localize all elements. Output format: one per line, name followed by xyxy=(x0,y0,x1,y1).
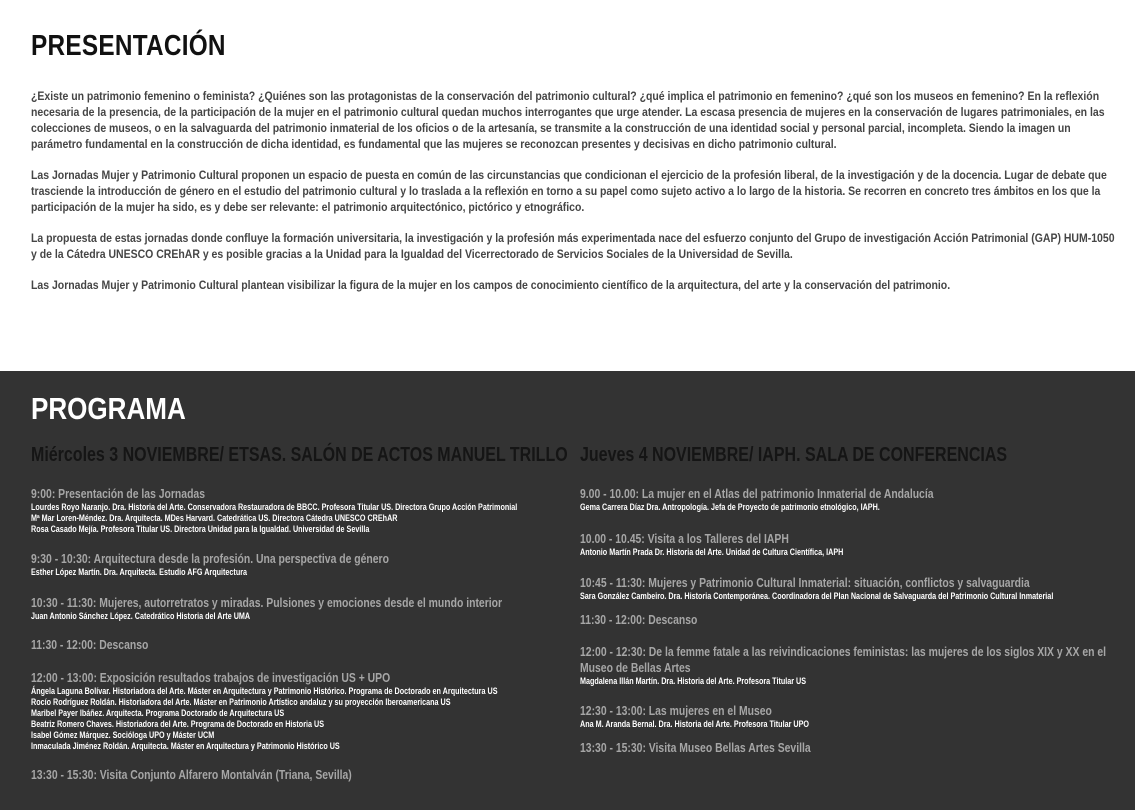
program-item-title: 9:00: Presentación de las Jornadas xyxy=(31,486,205,501)
program-item xyxy=(580,612,1132,628)
program-item-title: 12:00 - 13:00: Exposición resultados trabajos de investigación US + UPO xyxy=(31,670,391,685)
programa-section xyxy=(0,371,1135,810)
program-item-title: 13:30 - 15:30: Visita Conjunto Alfarero Montalván (Triana, Sevilla) xyxy=(31,767,352,782)
program-item-speaker: Rocío Rodríguez Roldán. Historiadora del Arte. Máster en Patrimonio Artístico andaluz y su proyección Iberoamericana US xyxy=(31,697,451,707)
program-item-speaker: Ana M. Aranda Bernal. Dra. Historia del Arte. Profesora Titular UPO xyxy=(580,719,809,729)
program-item-title: 12:30 - 13:00: Las mujeres en el Museo xyxy=(580,703,772,718)
program-item-speaker: Lourdes Royo Naranjo. Dra. Historia del Arte. Conservadora Restauradora de BBCC. Profesora Titular US. Directora Grupo Acción Patrimonial xyxy=(31,502,518,512)
program-item xyxy=(580,575,1132,602)
intro-paragraph: La propuesta de estas jornadas donde confluye la formación universitaria, la investigación y la profesión más experimentada nace del esfuerzo conjunto del Grupo de investigación Acción Patrimonial (GAP) HUM-1050 y de la Cátedra UNESCO CREhAR y es posible gracias a la Unidad para la Igualdad del Vicerrectorado de Servicios Sociales de la Universidad de Sevilla. xyxy=(31,231,1115,261)
program-item-title: 9:30 - 10:30: Arquitectura desde la profesión. Una perspectiva de género xyxy=(31,551,389,566)
program-item-speaker: Beatriz Romero Chaves. Historiadora del Arte. Programa de Doctorado en Historia US xyxy=(31,719,325,729)
program-item-speaker: Inmaculada Jiménez Roldán. Arquitecta. Máster en Arquitectura y Patrimonio Histórico US xyxy=(31,741,340,751)
intro-paragraph: Las Jornadas Mujer y Patrimonio Cultural plantean visibilizar la figura de la mujer en los campos de conocimiento científico de la arquitectura, del arte y la conservación del patrimonio. xyxy=(31,278,951,292)
program-item-speaker: Isabel Gómez Márquez. Socióloga UPO y Máster UCM xyxy=(31,730,215,740)
program-item xyxy=(580,644,1132,687)
program-item xyxy=(31,767,575,783)
day-heading: Jueves 4 NOVIEMBRE/ IAPH. SALA DE CONFERENCIAS xyxy=(580,444,1008,466)
program-item-speaker: Antonio Martín Prada Dr. Historia del Arte. Unidad de Cultura Científica, IAPH xyxy=(580,547,844,557)
program-item xyxy=(580,740,1132,756)
program-item-speaker: Sara González Cambeiro. Dra. Historia Contemporánea. Coordinadora del Plan Nacional de Salvaguarda del Patrimonio Cultural Inmaterial xyxy=(580,591,1054,601)
program-item xyxy=(31,595,575,622)
program-item-title: 12:00 - 12:30: De la femme fatale a las reivindicaciones feministas: las mujeres de los siglos XIX y XX en el Museo de Bellas Artes xyxy=(580,644,1107,675)
presentacion-title: PRESENTACIÓN xyxy=(31,30,226,62)
program-item-title: 11:30 - 12:00: Descanso xyxy=(580,612,698,627)
program-item-speaker: Juan Antonio Sánchez López. Catedrático Historia del Arte UMA xyxy=(31,611,251,621)
intro-paragraph: Las Jornadas Mujer y Patrimonio Cultural proponen un espacio de puesta en común de las circunstancias que condicionan el ejercicio de la profesión liberal, de la investigación y de la docencia. Lugar de debate que trasciende la introducción de género en el estudio del patrimonio cultural y lo traslada a la reflexión en torno a su papel como sujeto activo a lo largo de la historia. Se recorren en concreto tres ámbitos en los que la participación de la mujer ha sido, es y debe ser relevante: el patrimonio arquitectónico, pictórico y etnográfico. xyxy=(31,168,1107,214)
program-item xyxy=(31,670,575,752)
program-item xyxy=(31,637,575,653)
program-item-speaker: Maribel Payer Ibáñez. Arquitecta. Programa Doctorado de Arquitectura US xyxy=(31,708,285,718)
program-item-speaker: Magdalena Illán Martín. Dra. Historia del Arte. Profesora Titular US xyxy=(580,676,807,686)
program-item xyxy=(580,703,1132,730)
program-item xyxy=(580,531,1132,558)
program-item-speaker: Rosa Casado Mejía. Profesora Titular US. Directora Unidad para la Igualdad. Universidad de Sevilla xyxy=(31,524,370,534)
program-item xyxy=(31,486,575,535)
program-item-speaker: Esther López Martín. Dra. Arquitecta. Estudio AFG Arquitectura xyxy=(31,567,248,577)
program-item xyxy=(31,551,575,578)
program-item-title: 11:30 - 12:00: Descanso xyxy=(31,637,149,652)
day-heading: Miércoles 3 NOVIEMBRE/ ETSAS. SALÓN DE ACTOS MANUEL TRILLO xyxy=(31,444,568,466)
program-item xyxy=(580,486,1132,513)
presentacion-section xyxy=(0,0,1135,371)
program-item-title: 10.00 - 10.45: Visita a los Talleres del IAPH xyxy=(580,531,789,546)
program-item-title: 9.00 - 10.00: La mujer en el Atlas del patrimonio Inmaterial de Andalucía xyxy=(580,486,934,501)
presentacion-body xyxy=(31,88,1123,308)
program-item-title: 13:30 - 15:30: Visita Museo Bellas Artes Sevilla xyxy=(580,740,811,755)
program-item-speaker: Ángela Laguna Bolívar. Historiadora del Arte. Máster en Arquitectura y Patrimonio Histórico. Programa de Doctorado en Arquitectura US xyxy=(31,686,498,696)
program-item-speaker: Mª Mar Loren-Méndez. Dra. Arquitecta. MDes Harvard. Catedrática US. Directora Cátedra UNESCO CREhAR xyxy=(31,513,398,523)
programa-title: PROGRAMA xyxy=(31,391,186,426)
intro-paragraph: ¿Existe un patrimonio femenino o feminista? ¿Quiénes son las protagonistas de la conservación del patrimonio cultural? ¿qué implica el patrimonio en femenino? ¿qué son los museos en femenino? En la reflexión necesaria de la presencia, de la participación de la mujer en el patrimonio cultural quedan muchos interrogantes que urge atender. La escasa presencia de mujeres en la conservación de lugares patrimoniales, en las colecciones de museos, o en la salvaguarda del patrimonio inmaterial de los oficios o de la artesanía, se transmite a la construcción de una identidad social y personal parcial, incompleta. Siendo la imagen un parámetro fundamental en la construcción de dicha identidad, es fundamental que las mujeres se reconozcan presentes y decisivas en dicho patrimonio cultural. xyxy=(31,89,1105,151)
day-column-thursday xyxy=(580,443,1135,770)
program-item-speaker: Gema Carrera Díaz Dra. Antropología. Jefa de Proyecto de patrimonio etnológico, IAPH. xyxy=(580,502,880,512)
program-item-title: 10:30 - 11:30: Mujeres, autorretratos y miradas. Pulsiones y emociones desde el mundo interior xyxy=(31,595,503,610)
program-item-title: 10:45 - 11:30: Mujeres y Patrimonio Cultural Inmaterial: situación, conflictos y salvaguardia xyxy=(580,575,1030,590)
